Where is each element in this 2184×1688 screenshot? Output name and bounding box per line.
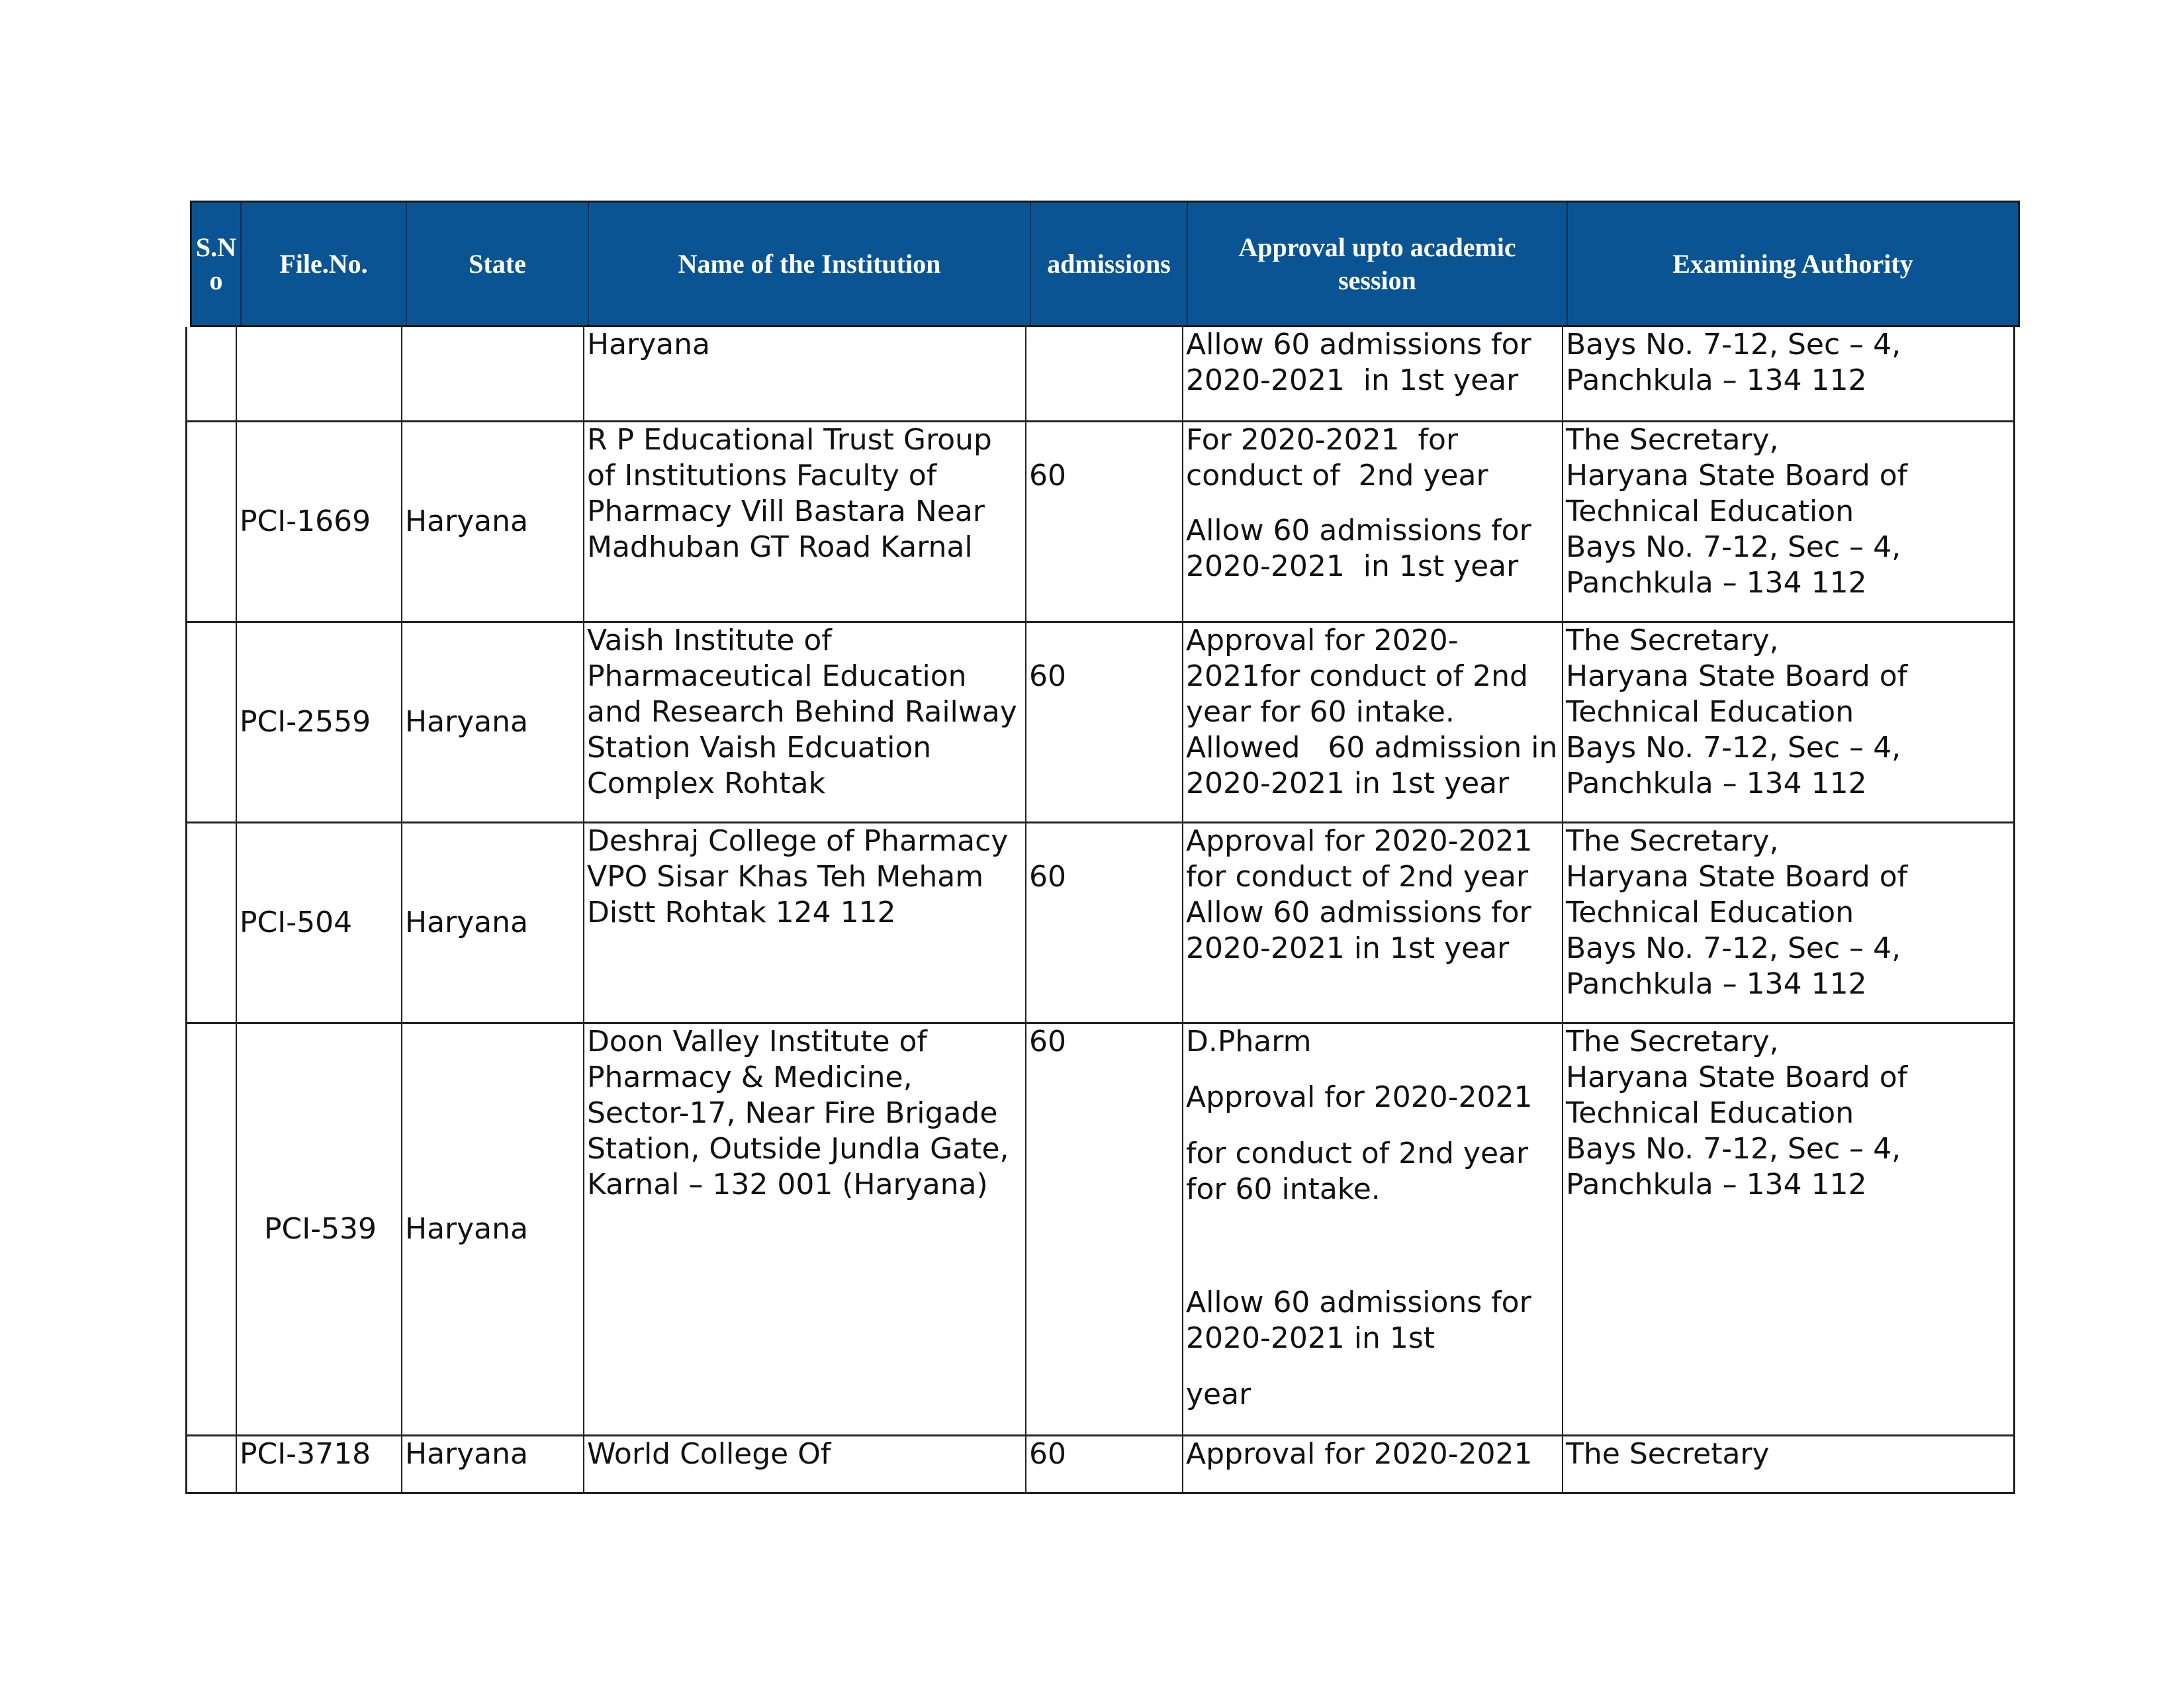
cell-file-no: PCI-504 [237,823,402,1022]
cell-file-no: PCI-1669 [237,422,402,621]
cell-state: Haryana [402,422,584,621]
cell-authority: The Secretary, Haryana State Board of Technical Education Bays No. 7-12, Sec – 4, Panchkula – 134 112 [1566,824,1908,1001]
cell-admissions: 60 [1026,623,1183,821]
cell-sno [187,623,237,821]
table-row [185,1024,2015,1436]
cell-file-no: PCI-3718 [237,1436,402,1492]
cell-admissions: 60 [1026,1436,1183,1492]
cell-sno [187,823,237,1022]
header-sno: S.N o [192,203,242,325]
header-approval: Approval upto academic session [1188,203,1568,325]
cell-authority: The Secretary [1566,1437,1770,1471]
header-institution: Name of the Institution [589,203,1031,325]
cell-sno [187,327,237,420]
cell-approval: Approval for 2020-2021 for conduct of 2nd year Allow 60 admissions for 2020-2021 in 1st year [1183,823,1563,1022]
cell-approval: Approval for 2020-2021 [1183,1436,1563,1492]
cell-approval: Approval for 2020- 2021for conduct of 2nd year for 60 intake. Allowed 60 admission in 2020-2021 in 1st year [1183,623,1563,821]
cell-institution: Vaish Institute of Pharmaceutical Education and Research Behind Railway Station Vaish Edcuation Complex Rohtak [584,623,1026,821]
cell-state [402,327,584,420]
cell-authority: The Secretary, Haryana State Board of Technical Education Bays No. 7-12, Sec – 4, Panchkula – 134 112 [1566,624,1908,800]
table-header [190,201,2020,327]
cell-institution: Deshraj College of Pharmacy VPO Sisar Khas Teh Meham Distt Rohtak 124 112 [584,823,1026,1022]
cell-approval: D.Pharm Approval for 2020-2021 for conduct of 2nd year for 60 intake. Allow 60 admissions for 2020-2021 in 1st year [1183,1024,1563,1434]
cell-admissions [1026,327,1183,420]
cell-institution: Haryana [584,327,1026,420]
cell-admissions: 60 [1026,823,1183,1022]
table-row [185,1436,2015,1494]
cell-state: Haryana [402,823,584,1022]
cell-authority: Bays No. 7-12, Sec – 4, Panchkula – 134 112 [1566,328,1901,397]
cell-admissions: 60 [1026,1024,1183,1434]
cell-approval: For 2020-2021 for conduct of 2nd year Allow 60 admissions for 2020-2021 in 1st year [1183,422,1563,621]
table-row [185,422,2015,623]
cell-sno [187,1024,237,1434]
header-admissions: admissions [1031,203,1188,325]
header-authority: Examining Authority [1672,248,1913,279]
cell-state: Haryana [402,1024,584,1434]
table-row [185,623,2015,823]
cell-institution: R P Educational Trust Group of Institutions Faculty of Pharmacy Vill Bastara Near Madhuban GT Road Karnal [584,422,1026,621]
header-state: State [407,203,589,325]
table-row [185,327,2015,422]
cell-authority: The Secretary, Haryana State Board of Technical Education Bays No. 7-12, Sec – 4, Panchkula – 134 112 [1566,423,1908,600]
header-file-no: File.No. [242,203,407,325]
cell-file-no: PCI-2559 [237,623,402,821]
cell-state: Haryana [402,1436,584,1492]
cell-authority: The Secretary, Haryana State Board of Technical Education Bays No. 7-12, Sec – 4, Panchkula – 134 112 [1566,1025,1908,1201]
cell-sno [187,1436,237,1492]
cell-admissions: 60 [1026,422,1183,621]
cell-institution: World College Of [584,1436,1026,1492]
cell-file-no: PCI-539 [237,1024,402,1434]
cell-institution: Doon Valley Institute of Pharmacy & Medicine, Sector-17, Near Fire Brigade Station, Outside Jundla Gate, Karnal – 132 001 (Haryana) [584,1024,1026,1434]
cell-approval: Allow 60 admissions for 2020-2021 in 1st year [1183,327,1563,420]
cell-sno [187,422,237,621]
cell-file-no [237,327,402,420]
cell-state: Haryana [402,623,584,821]
table-row [185,823,2015,1024]
